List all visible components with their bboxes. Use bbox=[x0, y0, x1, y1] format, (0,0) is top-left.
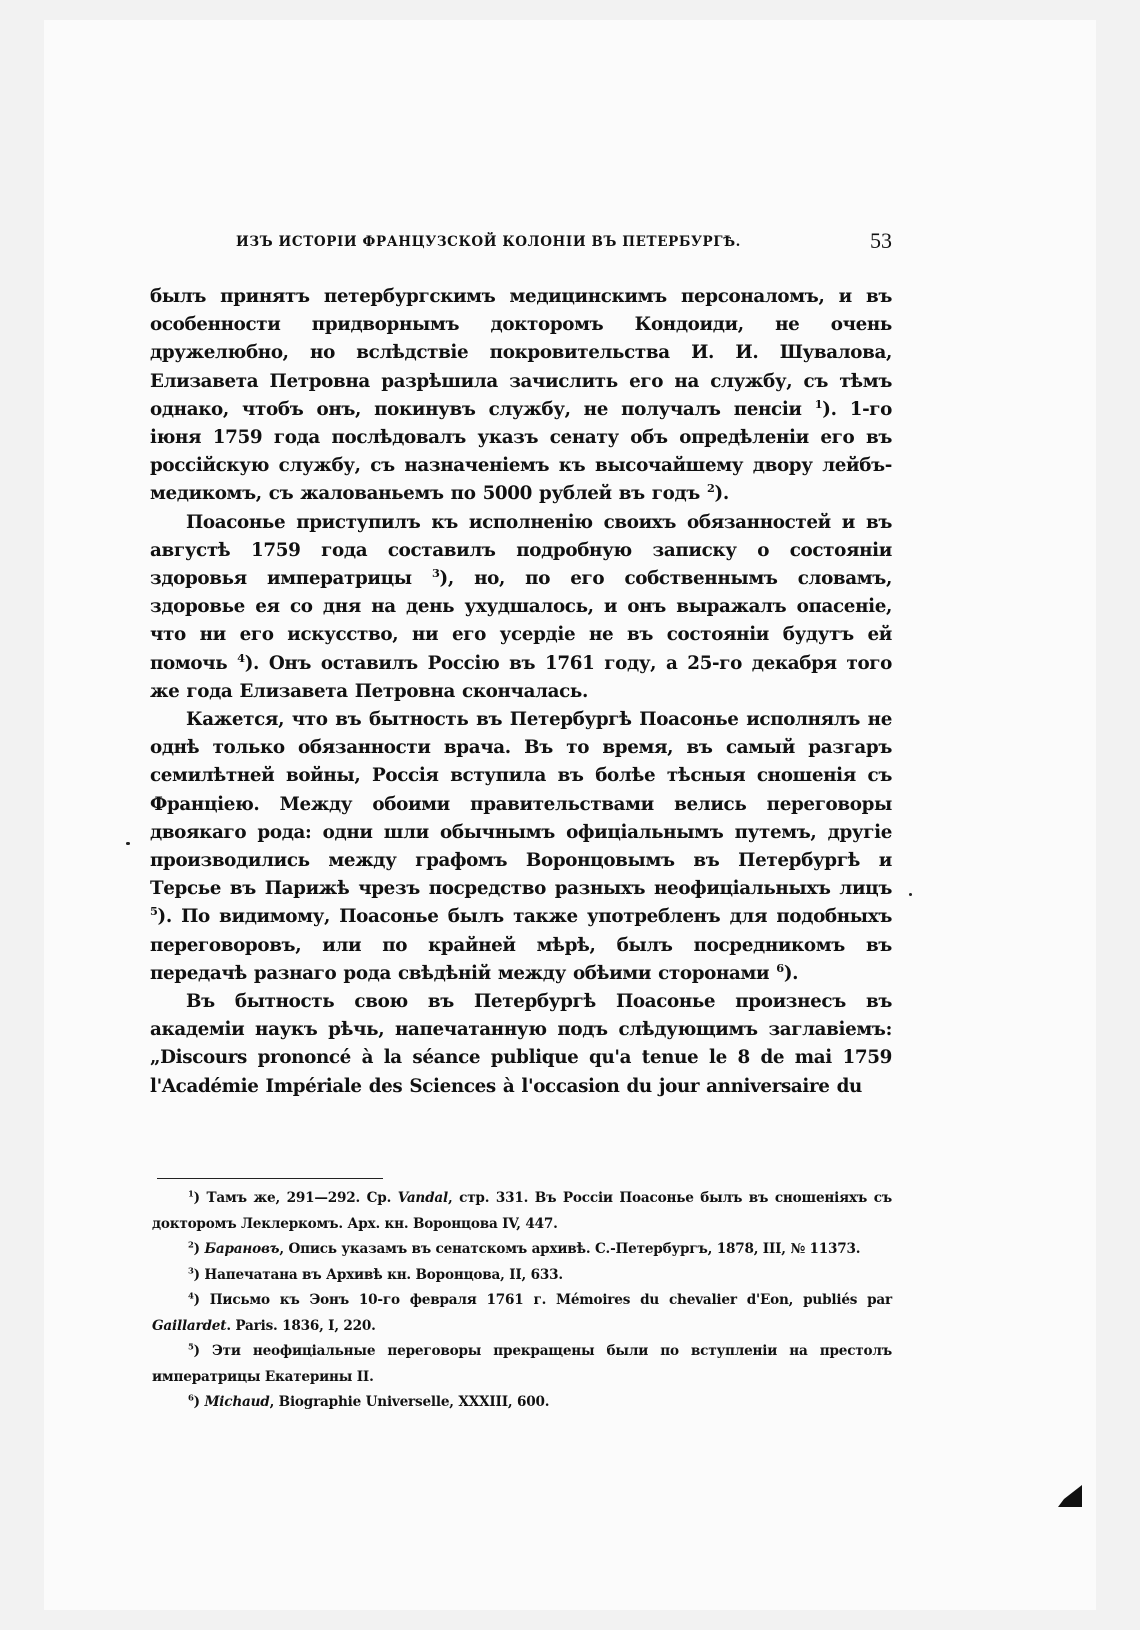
footnote-divider bbox=[157, 1178, 383, 1179]
running-head: ИЗЪ ИСТОРІИ ФРАНЦУЗСКОЙ КОЛОНІИ ВЪ ПЕТЕРБУРГѢ. bbox=[236, 234, 741, 250]
paragraph-4-text: Въ бытность свою въ Петербургѣ Поасонье произнесъ въ академіи наукъ рѣчь, напечатанную подъ слѣдующимъ заглавіемъ: „Discours prononcé à la séance publique qu'a tenue le 8 de mai 1759 l'Académie Impériale des Sciences à l'occasion du jour anniversaire du bbox=[150, 991, 892, 1097]
paragraph-1-text-3: ). bbox=[714, 483, 729, 505]
paragraph-1 bbox=[150, 283, 892, 509]
footnote-number: 1 bbox=[188, 1188, 194, 1199]
footnote-ref: 2 bbox=[707, 481, 715, 496]
footnote-text: , Biographie Universelle, XXXIII, 600. bbox=[269, 1394, 550, 1410]
footnote-number: 5 bbox=[188, 1341, 194, 1352]
footnote-ref: 4 bbox=[237, 650, 245, 665]
page-header bbox=[150, 228, 892, 262]
footnote-italic: Барановъ bbox=[204, 1241, 280, 1257]
footnote-4 bbox=[152, 1288, 892, 1339]
paragraph-2-text: Поасонье приступилъ къ исполненію своихъ обязанностей и въ августѣ 1759 года составилъ подробную записку о состояніи здоровья императрицы bbox=[150, 511, 892, 590]
page-number: 53 bbox=[870, 228, 892, 253]
footnote-3 bbox=[152, 1263, 892, 1289]
footnote-text: ) Напечатана въ Архивѣ кн. Воронцова, II, 633. bbox=[193, 1266, 563, 1283]
footnote-ref: 5 bbox=[150, 904, 158, 919]
footnote-ref: 3 bbox=[432, 565, 440, 580]
scan-speck bbox=[126, 842, 130, 845]
footnote-ref: 1 bbox=[814, 396, 823, 411]
footnote-text: ) bbox=[193, 1394, 205, 1410]
footnote-ref: 6 bbox=[776, 960, 784, 975]
footnote-6 bbox=[152, 1390, 892, 1416]
footnote-number: 6 bbox=[188, 1392, 194, 1403]
paragraph-4 bbox=[150, 988, 892, 1101]
footnote-1 bbox=[152, 1186, 892, 1237]
scan-speck bbox=[909, 893, 912, 896]
footnote-italic: Vandal bbox=[397, 1190, 448, 1206]
footnote-text: ) Письмо къ Эонъ 10-го февраля 1761 г. Mémoires du chevalier d'Eon, publiés par bbox=[193, 1292, 892, 1308]
paragraph-1-text: былъ принятъ петербургскимъ медицинскимъ персоналомъ, и въ особенности придворнымъ докторомъ Кондоиди, не очень дружелюбно, но вслѣдствіе покровительства И. И. Шувалова, Елизавета Петровна разрѣшила зачислить его на службу, съ тѣмъ однако, чтобъ онъ, покинувъ службу, не получалъ пенсіи bbox=[150, 286, 892, 420]
footnotes bbox=[152, 1186, 892, 1416]
footnote-text: ) Эти неофиціальные переговоры прекращены были по вступленіи на престолъ императрицы Екатерины II. bbox=[152, 1343, 892, 1385]
main-text bbox=[150, 283, 892, 1101]
footnote-text: ) Тамъ же, 291—292. Ср. bbox=[193, 1190, 398, 1206]
paragraph-3-text-2: ). По видимому, Поасонье былъ также употребленъ для подобныхъ переговоровъ, или по крайней мѣрѣ, былъ посредникомъ въ передачѣ разнаго рода свѣдѣній между обѣими сторонами bbox=[150, 906, 892, 984]
paragraph-3 bbox=[150, 706, 892, 988]
paragraph-1-text-2: ). 1-го іюня 1759 года послѣдовалъ указъ сенату объ опредѣленіи его въ россійскую службу, съ назначеніемъ къ высочайшему двору лейбъ-медикомъ, съ жалованьемъ по 5000 рублей въ годъ bbox=[150, 398, 892, 505]
footnote-number: 2 bbox=[188, 1239, 194, 1250]
footnote-italic: Michaud bbox=[204, 1394, 270, 1410]
footnote-text: . Paris. 1836, I, 220. bbox=[226, 1317, 376, 1334]
paragraph-3-text-3: ). bbox=[783, 962, 799, 984]
footnote-text: , стр. 331. Въ Россіи Поасонье былъ въ сношеніяхъ съ докторомъ Леклеркомъ. Арх. кн. Воронцова IV, 447. bbox=[152, 1190, 892, 1232]
footnote-italic: Gaillardet bbox=[152, 1317, 227, 1334]
footnote-text: ) bbox=[193, 1241, 205, 1257]
scan-corner-mark bbox=[1058, 1485, 1082, 1507]
paragraph-2-text-2: ), но, по его собственнымъ словамъ, здоровье ея со дня на день ухудшалось, и онъ выражалъ опасеніе, что ни его искусство, ни его усердіе не въ состояніи будутъ ей помочь bbox=[150, 568, 892, 674]
paragraph-2 bbox=[150, 509, 892, 706]
footnote-number: 4 bbox=[188, 1290, 194, 1301]
paragraph-2-text-3: ). Онъ оставилъ Россію въ 1761 году, а 25-го декабря того же года Елизавета Петровна скончалась. bbox=[150, 652, 893, 702]
footnote-text: , Опись указамъ въ сенатскомъ архивѣ. С.-Петербургъ, 1878, III, № 11373. bbox=[279, 1241, 861, 1257]
footnote-2 bbox=[152, 1237, 892, 1263]
footnote-number: 3 bbox=[188, 1264, 194, 1275]
paragraph-3-text: Кажется, что въ бытность въ Петербургѣ Поасонье исполнялъ не однѣ только обязанности врача. Въ то время, въ самый разгаръ семилѣтней войны, Россія вступила въ болѣе тѣсныя сношенія съ Франціею. Между обоими правительствами велись переговоры двоякаго рода: одни шли обычнымъ офиціальнымъ путемъ, другіе производились между графомъ Воронцовымъ въ Петербургѣ и Терсье въ Парижѣ чрезъ посредство разныхъ неофиціальныхъ лицъ bbox=[150, 709, 892, 900]
footnote-5 bbox=[152, 1339, 892, 1390]
